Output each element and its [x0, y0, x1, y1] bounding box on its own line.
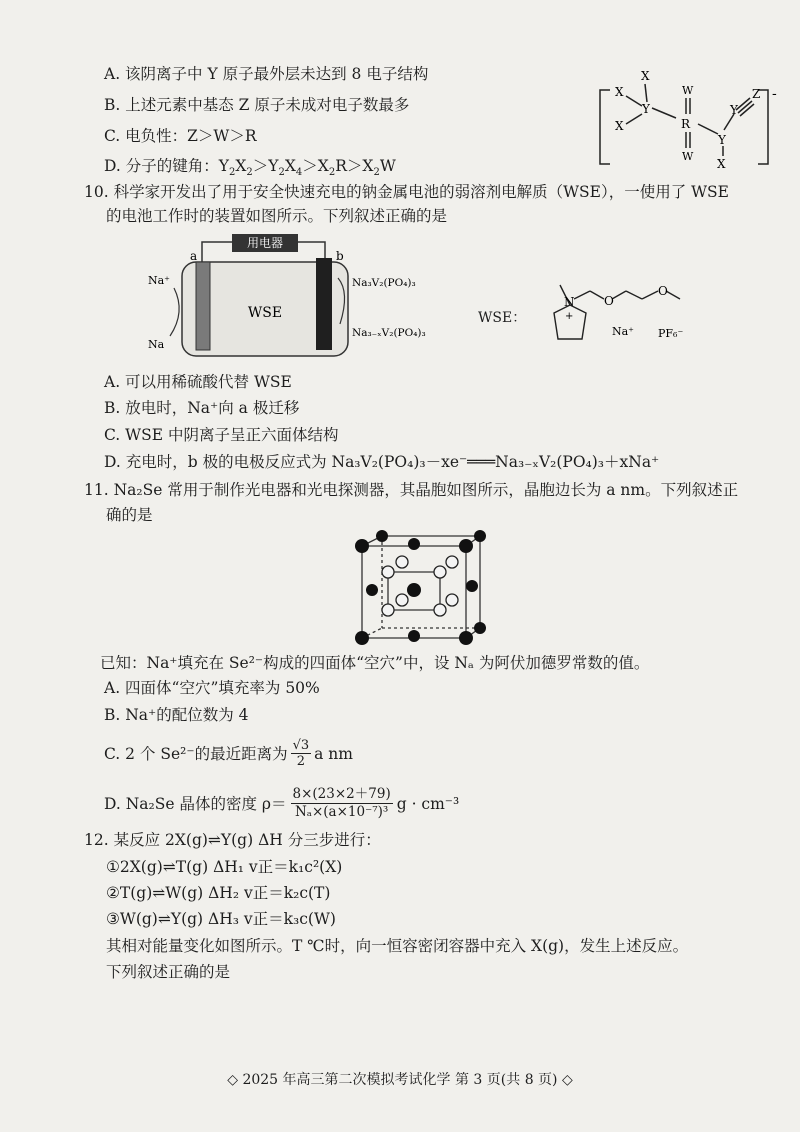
atom-x-bottom: X: [717, 157, 726, 171]
anion-charge: -: [772, 86, 777, 102]
atom-x-top: X: [641, 69, 650, 83]
q12-step-1: ①2X(g)⇌T(g) ΔH₁ v正＝k₁c²(X): [106, 858, 343, 876]
right-top-label: Na₃V₂(PO₄)₃: [352, 277, 416, 289]
q12-step-2: ②T(g)⇌W(g) ΔH₂ v正＝k₂c(T): [106, 884, 331, 902]
page-footer: ◇ 2025 年高三第二次模拟考试化学 第 3 页(共 8 页) ◇: [227, 1072, 573, 1088]
atom-r: R: [681, 117, 691, 131]
atom-y-right: Y: [718, 133, 726, 147]
q12-step-3: ③W(g)⇌Y(g) ΔH₃ v正＝k₃c(W): [106, 910, 336, 928]
electrode-a-label: a: [190, 249, 198, 263]
q9-option-b: B. 上述元素中基态 Z 原子未成对电子数最多: [104, 96, 410, 114]
q9-option-d: D. 分子的键角：$Y_2X_2>Y_2X_4>X_2R>X_2W$: [104, 157, 396, 179]
q11-option-b: B. Na⁺的配位数为 4: [104, 706, 249, 724]
q9-option-a: A. 该阴离子中 Y 原子最外层未达到 8 电子结构: [104, 65, 429, 83]
q10-option-d: D. 充电时，b 极的电极反应式为 Na₃V₂(PO₄)₃－xe⁻═══Na₃₋ₓV₂(PO₄)₃＋xNa⁺: [104, 453, 660, 471]
wse-na-ion: Na⁺: [612, 325, 634, 338]
q10-option-b: B. 放电时，Na⁺向 a 极迁移: [104, 399, 300, 417]
atom-w-bottom: W: [682, 150, 694, 163]
wse-structure-label: WSE：: [478, 310, 527, 326]
q10-stem-line1: 10. 科学家开发出了用于安全快速充电的钠金属电池的弱溶剂电解质（WSE），一使用了 WSE: [84, 183, 729, 201]
wse-cation-charge: +: [565, 311, 574, 322]
atom-z: Z: [752, 87, 761, 101]
q11-stem-line1: 11. Na₂Se 常用于制作光电器和光电探测器，其晶胞如图所示，晶胞边长为 a nm。下列叙述正: [84, 481, 739, 499]
atom-w-top: W: [682, 84, 694, 97]
wse-label: WSE: [247, 305, 283, 321]
atom-y-upper: Y: [730, 103, 738, 117]
q12-description-2: 下列叙述正确的是: [106, 963, 231, 981]
na-plus-label: Na⁺: [148, 274, 170, 287]
crystal-cell-diagram: [348, 528, 486, 646]
na-label: Na: [148, 338, 165, 351]
q10-option-a: A. 可以用稀硫酸代替 WSE: [104, 373, 292, 391]
battery-diagram: [140, 232, 440, 362]
atom-x-left: X: [615, 85, 624, 99]
q10-stem-line2: 的电池工作时的装置如图所示。下列叙述正确的是: [106, 207, 448, 225]
wse-o-atom-1: O: [604, 294, 614, 308]
wse-o-atom-2: O: [658, 284, 668, 298]
electrode-b-label: b: [336, 249, 344, 263]
right-bottom-label: Na₃₋ₓV₂(PO₄)₃: [352, 327, 426, 339]
q11-stem-line2: 确的是: [106, 506, 153, 524]
q10-option-c: C. WSE 中阴离子呈正六面体结构: [104, 426, 339, 444]
q12-stem: 12. 某反应 2X(g)⇌Y(g) ΔH 分三步进行：: [84, 831, 381, 849]
wse-pf6-anion: PF₆⁻: [658, 327, 684, 340]
atom-x-lower: X: [615, 119, 624, 133]
q9-option-c: C. 电负性：Z＞W＞R: [104, 127, 257, 145]
q11-option-c: C. 2 个 Se²⁻的最近距离为 √3 2 a nm: [104, 738, 353, 769]
q11-given: 已知：Na⁺填充在 Se²⁻构成的四面体“空穴”中，设 Nₐ 为阿伏加德罗常数的值。: [100, 654, 650, 672]
device-label: 用电器: [246, 236, 284, 250]
q12-description-1: 其相对能量变化如图所示。T ℃时，向一恒容密闭容器中充入 X(g)，发生上述反应。: [106, 937, 689, 955]
wse-molecule-structure: [530, 255, 700, 355]
atom-y-left: Y: [642, 102, 650, 116]
q11-option-d: D. Na₂Se 晶体的密度 ρ＝ 8×(23×2＋79) Nₐ×(a×10⁻⁷)³ g · cm⁻³: [104, 786, 460, 820]
wse-n-atom: N: [564, 295, 575, 309]
q11-option-a: A. 四面体“空穴”填充率为 50%: [104, 679, 320, 697]
q9-anion-structure: [590, 62, 785, 174]
